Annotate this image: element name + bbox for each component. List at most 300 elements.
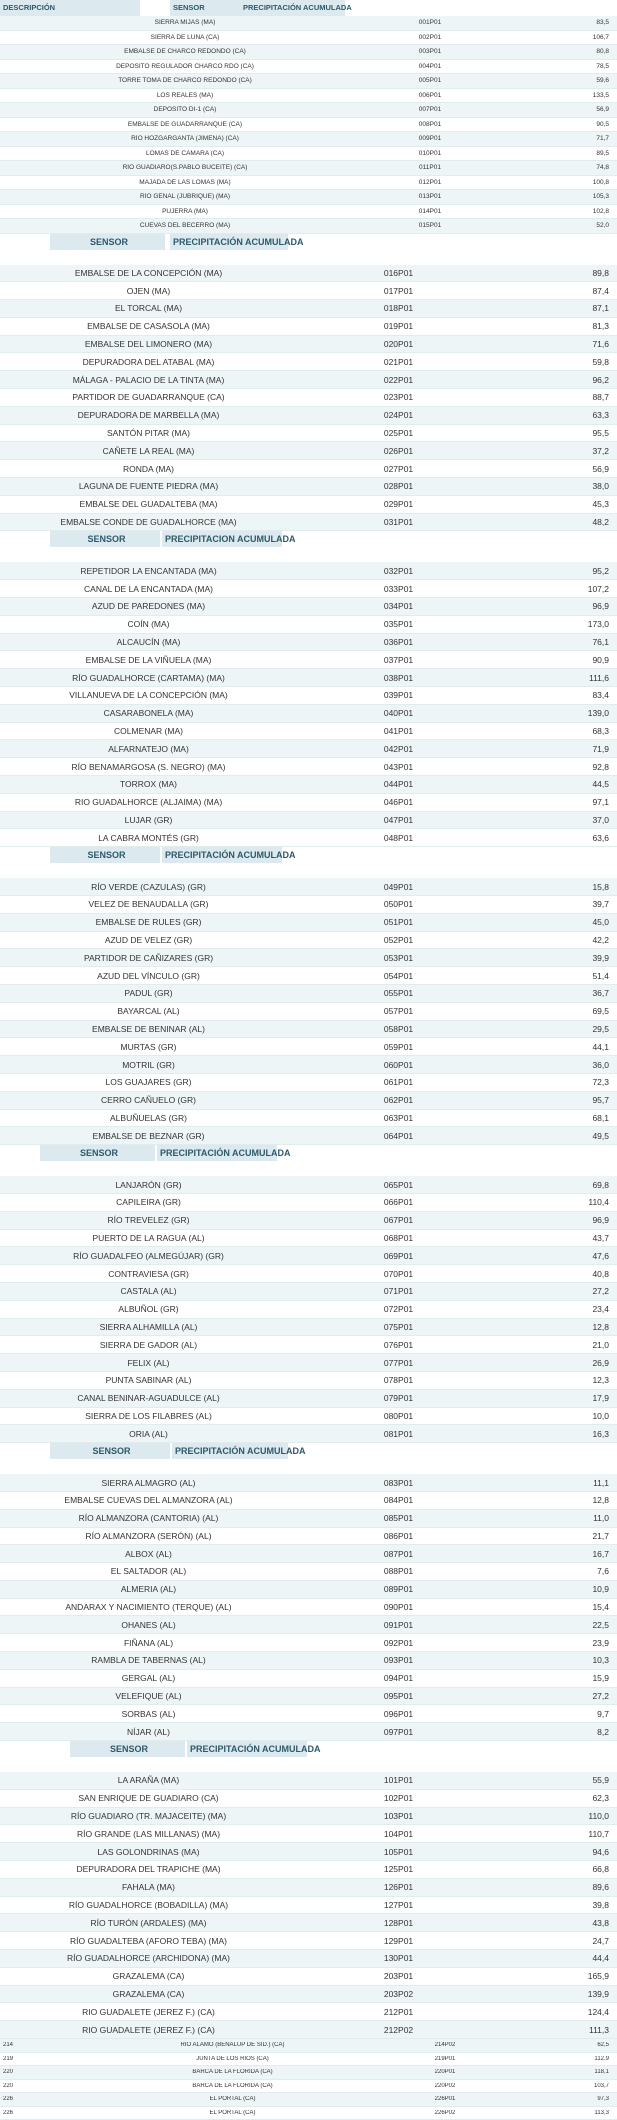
precipitation-value: 107,2	[587, 583, 609, 594]
table-row	[0, 634, 617, 652]
sensor-code: 059P01	[383, 1041, 414, 1052]
sensor-code: 014P01	[418, 207, 442, 215]
precipitation-value: 63,6	[592, 832, 609, 843]
sensor-code: 041P01	[383, 726, 414, 737]
table-row	[0, 1968, 617, 1986]
sensor-code: 053P01	[383, 952, 414, 963]
table-row	[0, 829, 617, 847]
sensor-code: 130P01	[383, 1953, 414, 1964]
table-row	[0, 1319, 617, 1337]
precipitation-value: 16,3	[592, 1428, 609, 1439]
table-row	[0, 1825, 617, 1843]
table-row	[0, 1705, 617, 1723]
station-name: EMBALSE DE LA VIÑUELA (MA)	[85, 654, 212, 665]
station-name: RIO ALAMO (BENALUP DE SID.) (CA)	[180, 2042, 285, 2049]
station-name: EMBALSE DE BENINAR (AL)	[92, 1023, 205, 1034]
station-name: EMBALSE DE BEZNAR (GR)	[92, 1130, 205, 1141]
precipitation-value: 23,9	[592, 1637, 609, 1648]
precipitation-value: 29,5	[592, 1023, 609, 1034]
station-name: NÍJAR (AL)	[127, 1726, 170, 1737]
precipitation-value: 71,6	[592, 339, 609, 350]
precipitation-value: 44,1	[592, 1041, 609, 1052]
precipitation-value: 10,9	[592, 1584, 609, 1595]
station-name: TORRE TOMA DE CHARCO REDONDO (CA)	[118, 77, 252, 85]
column-header: DESCRIPCIÓN	[0, 0, 140, 16]
table-row	[0, 1003, 617, 1021]
table-row	[0, 219, 617, 234]
sensor-code: 046P01	[383, 797, 414, 808]
station-name: EL PORTAL (CA)	[209, 2096, 256, 2103]
table-row	[0, 2039, 617, 2053]
column-header: SENSOR	[50, 531, 160, 547]
sensor-code: 025P01	[383, 428, 414, 439]
station-name: PUERTO DE LA RAGUA (AL)	[92, 1232, 205, 1243]
station-name: SAN ENRIQUE DE GUADIARO (CA)	[78, 1793, 219, 1804]
precipitation-value: 88,7	[592, 392, 609, 403]
sensor-code: 212P01	[383, 2006, 414, 2017]
sensor-code: 024P01	[383, 410, 414, 421]
table-row	[0, 1021, 617, 1039]
sensor-code: 011P01	[419, 164, 441, 172]
station-name: COÍN (MA)	[127, 619, 170, 630]
table-row	[0, 1127, 617, 1145]
section-2	[0, 234, 617, 532]
precipitation-value: 68,3	[592, 726, 609, 737]
sensor-code: 039P01	[383, 690, 414, 701]
table-row	[0, 31, 617, 46]
station-name: BARCA DE LA FLORIDA (CA)	[192, 2069, 273, 2076]
sensor-code: 062P01	[383, 1095, 414, 1106]
sensor-code: 226P01	[434, 2096, 456, 2103]
sensor-code: 078P01	[383, 1375, 414, 1386]
sensor-code: 084P01	[383, 1495, 414, 1506]
table-row	[0, 89, 617, 104]
table-row	[0, 1986, 617, 2004]
precipitation-value: 80,8	[596, 48, 609, 56]
table-row	[0, 1194, 617, 1212]
station-name: EL TORCAL (MA)	[114, 303, 183, 314]
station-name: SIERRA ALMAGRO (AL)	[101, 1477, 196, 1488]
table-row	[0, 1879, 617, 1897]
precipitation-value: 173,0	[587, 619, 609, 630]
sensor-code: 021P01	[383, 356, 414, 367]
table-row	[0, 1492, 617, 1510]
table-row	[0, 740, 617, 758]
precipitation-value: 21,7	[592, 1530, 609, 1541]
station-name: RAMBLA DE TABERNAS (AL)	[91, 1655, 206, 1666]
spacer	[0, 1161, 617, 1176]
table-row	[0, 132, 617, 147]
station-name: EL SALTADOR (AL)	[110, 1566, 187, 1577]
table-row	[0, 118, 617, 133]
sensor-code: 055P01	[383, 988, 414, 999]
station-name: DEPÓSITO DI-1 (CA)	[153, 106, 217, 114]
sensor-code: 008P01	[418, 120, 442, 128]
station-name: EMBALSE CONDE DE GUADALHORCE (MA)	[60, 517, 237, 528]
sensor-code: 006P01	[418, 91, 442, 99]
station-name: RÍO GUADALHORCE (CARTAMA) (MA)	[72, 672, 225, 683]
precipitation-value: 89,8	[592, 267, 609, 278]
table-row	[0, 1688, 617, 1706]
station-name: RIO GUADALETE (JEREZ F.) (CA)	[82, 2024, 215, 2035]
column-header: SENSOR	[50, 847, 160, 863]
precipitation-value: 21,0	[592, 1339, 609, 1350]
sensor-code: 035P01	[383, 619, 414, 630]
table-row	[0, 1247, 617, 1265]
spacer	[0, 1757, 617, 1772]
station-name: ALBUÑOL (GR)	[118, 1304, 179, 1315]
table-row	[0, 580, 617, 598]
precipitation-value: 45,3	[592, 499, 609, 510]
sensor-code: 054P01	[383, 970, 414, 981]
precipitation-value: 100,8	[592, 178, 609, 186]
table-row	[0, 1408, 617, 1426]
precipitation-value: 90,9	[592, 654, 609, 665]
station-name: TORROX (MA)	[120, 779, 177, 790]
station-name: ALFARNATEJO (MA)	[108, 743, 189, 754]
station-name: MURTAS (GR)	[120, 1041, 177, 1052]
station-name: MAJADA DE LAS LOMAS (MA)	[139, 178, 231, 186]
precipitation-value: 103,7	[593, 2082, 609, 2089]
station-name: DEPURADORA DEL TRAPICHE (MA)	[76, 1864, 221, 1875]
table-row	[0, 2107, 617, 2120]
spacer	[0, 547, 617, 562]
sensor-code: 016P01	[383, 267, 414, 278]
station-name: COLMENAR (MA)	[114, 726, 183, 737]
table-header	[0, 847, 617, 863]
table-row	[0, 878, 617, 896]
station-name: EMBALSE DEL LIMONERO (MA)	[84, 339, 213, 350]
sensor-code: 203P02	[383, 1989, 414, 2000]
table-row	[0, 1861, 617, 1879]
sensor-code: 085P01	[383, 1513, 414, 1524]
precipitation-value: 68,1	[592, 1112, 609, 1123]
sensor-code: 219P01	[434, 2055, 456, 2062]
table-row	[0, 1897, 617, 1915]
sensor-code: 060P01	[383, 1059, 414, 1070]
precipitation-value: 15,8	[592, 881, 609, 892]
table-row	[0, 147, 617, 162]
column-header: PRECIPITACIÓN ACUMULADA	[240, 0, 345, 16]
station-name: RIO GUADALHORCE (ALJAIMA) (MA)	[74, 797, 223, 808]
precipitation-value: 15,4	[592, 1602, 609, 1613]
table-row	[0, 723, 617, 741]
station-name: LA ARAÑA (MA)	[117, 1775, 180, 1786]
sensor-code: 072P01	[383, 1304, 414, 1315]
sensor-code: 020P01	[383, 339, 414, 350]
section-5	[0, 1145, 617, 1443]
precipitation-value: 95,7	[592, 1095, 609, 1106]
sensor-code: 128P01	[383, 1917, 414, 1928]
table-row	[0, 1670, 617, 1688]
sensor-code: 069P01	[383, 1250, 414, 1261]
table-row	[0, 161, 617, 176]
station-name: PUJERRA (MA)	[162, 207, 208, 215]
station-name: AZUD DE VELEZ (GR)	[104, 934, 193, 945]
precipitation-value: 110,4	[588, 1197, 609, 1208]
station-name: RÍO GRANDE (LAS MILLANAS) (MA)	[76, 1828, 221, 1839]
station-name: CANAL DE LA ENCANTADA (MA)	[84, 583, 213, 594]
table-row	[0, 967, 617, 985]
station-name: RIO GUADALETE (JEREZ F.) (CA)	[82, 2006, 215, 2017]
station-name: GRAZALEMA (CA)	[112, 1971, 185, 1982]
precipitation-value: 27,2	[592, 1286, 609, 1297]
sensor-code: 051P01	[383, 917, 414, 928]
sensor-code: 088P01	[383, 1566, 414, 1577]
table-row	[0, 2053, 617, 2067]
sensor-code: 044P01	[383, 779, 414, 790]
station-name: RÍO ALMANZORA (SERÓN) (AL)	[85, 1530, 212, 1541]
station-name: ALMERIA (AL)	[120, 1584, 177, 1595]
table-row	[0, 74, 617, 89]
precipitation-value: 27,2	[592, 1691, 609, 1702]
sensor-code: 080P01	[383, 1410, 414, 1421]
sensor-code: 076P01	[383, 1339, 414, 1350]
precipitation-value: 43,7	[592, 1232, 609, 1243]
sensor-code: 013P01	[418, 193, 442, 201]
precipitation-value: 39,7	[592, 899, 609, 910]
precipitation-value: 45,0	[592, 917, 609, 928]
precipitation-value: 97,3	[597, 2096, 609, 2103]
station-name: PADUL (GR)	[124, 988, 173, 999]
station-name: RONDA (MA)	[123, 463, 174, 474]
sensor-code: 214P02	[434, 2042, 456, 2049]
precipitation-value: 66,8	[592, 1864, 609, 1875]
column-header: SENSOR	[40, 1145, 155, 1161]
station-name: PARTIDOR DE GUADARRANQUE (CA)	[72, 392, 225, 403]
precipitation-value: 71,7	[596, 135, 609, 143]
table-row	[0, 932, 617, 950]
station-name: AZUD DEL VÍNCULO (GR)	[97, 970, 200, 981]
precipitation-value: 83,5	[596, 19, 609, 27]
section-1	[0, 0, 617, 234]
precipitation-value: 39,9	[592, 952, 609, 963]
sensor-code: 009P01	[418, 135, 442, 143]
precipitation-value: 47,6	[592, 1250, 609, 1261]
precipitation-value: 112,9	[594, 2055, 609, 2062]
station-number: 220	[3, 2069, 14, 2076]
table-row	[0, 1581, 617, 1599]
table-row	[0, 1372, 617, 1390]
station-name: RÍO GUADIARO (TR. MAJACEITE) (MA)	[70, 1811, 227, 1822]
station-name: OJEN (MA)	[126, 285, 171, 296]
sensor-code: 065P01	[383, 1179, 414, 1190]
table-row	[0, 1634, 617, 1652]
station-name: RÍO BENAMARGOSA (S. NEGRO) (MA)	[71, 761, 226, 772]
precipitation-value: 111,6	[588, 672, 609, 683]
station-name: LAGUNA DE FUENTE PIEDRA (MA)	[78, 481, 219, 492]
table-row	[0, 389, 617, 407]
sensor-code: 036P01	[383, 637, 414, 648]
sensor-code: 001P01	[418, 19, 442, 27]
precipitation-value: 165,9	[587, 1971, 609, 1982]
column-header: PRECIPITACIÓN ACUMULADA	[187, 1741, 307, 1757]
precipitation-value: 12,3	[592, 1375, 609, 1386]
table-row	[0, 460, 617, 478]
station-name: RÍO GUADALFEO (ALMEGÚJAR) (GR)	[73, 1250, 224, 1261]
table-header	[0, 0, 617, 16]
sensor-code: 027P01	[383, 463, 414, 474]
table-row	[0, 205, 617, 220]
sensor-code: 081P01	[383, 1428, 414, 1439]
station-name: EMBALSE DEL GUADALTEBA (MA)	[79, 499, 218, 510]
precipitation-value: 59,8	[592, 356, 609, 367]
precipitation-value: 59,6	[596, 77, 609, 85]
precipitation-value: 92,8	[592, 761, 609, 772]
table-row	[0, 794, 617, 812]
station-name: RÍO TREVELEZ (GR)	[107, 1215, 190, 1226]
table-row	[0, 1808, 617, 1826]
station-name: RÍO GUADALTEBA (AFORO TEBA) (MA)	[70, 1935, 227, 1946]
station-name: EMBALSE DE CHARCO REDONDO (CA)	[124, 48, 246, 56]
precipitation-value: 38,0	[592, 481, 609, 492]
precipitation-value: 69,8	[592, 1179, 609, 1190]
sensor-code: 023P01	[383, 392, 414, 403]
table-row	[0, 16, 617, 31]
precipitation-value: 102,8	[592, 207, 609, 215]
station-number: 226	[3, 2109, 14, 2116]
precipitation-value: 39,8	[592, 1900, 609, 1911]
precipitation-value: 11,0	[593, 1513, 609, 1524]
table-row	[0, 1074, 617, 1092]
precipitation-value: 96,2	[592, 374, 609, 385]
precipitation-value: 96,9	[592, 601, 609, 612]
precipitation-value: 95,2	[592, 565, 609, 576]
sensor-code: 105P01	[383, 1846, 414, 1857]
sensor-code: 063P01	[383, 1112, 414, 1123]
precipitation-value: 133,5	[592, 91, 609, 99]
table-row	[0, 45, 617, 60]
sensor-code: 002P01	[418, 33, 442, 41]
table-row	[0, 1265, 617, 1283]
precipitation-value: 11,1	[593, 1477, 609, 1488]
sensor-code: 090P01	[383, 1602, 414, 1613]
sensor-code: 071P01	[383, 1286, 414, 1297]
sensor-code: 017P01	[383, 285, 414, 296]
station-name: FIÑANA (AL)	[123, 1637, 174, 1648]
station-name: SIERRA MIJAS (MA)	[154, 19, 216, 27]
sensor-code: 052P01	[383, 934, 414, 945]
table-row	[0, 318, 617, 336]
precipitation-value: 72,3	[592, 1077, 609, 1088]
sensor-code: 040P01	[383, 708, 414, 719]
precipitation-value: 40,8	[592, 1268, 609, 1279]
sensor-code: 070P01	[383, 1268, 414, 1279]
table-row	[0, 2003, 617, 2021]
station-name: SORBAS (AL)	[121, 1708, 176, 1719]
precipitation-value: 56,9	[596, 106, 609, 114]
station-name: VELEFIQUE (AL)	[115, 1691, 182, 1702]
section-7	[0, 1741, 617, 2039]
station-name: RÍO GENAL (JUBRIQUE) (MA)	[139, 193, 231, 201]
table-row	[0, 190, 617, 205]
precipitation-value: 83,4	[592, 690, 609, 701]
sensor-code: 034P01	[383, 601, 414, 612]
precipitation-value: 76,1	[592, 637, 609, 648]
sensor-code: 103P01	[383, 1811, 414, 1822]
precipitation-value: 106,7	[592, 33, 609, 41]
precipitation-value: 22,5	[592, 1619, 609, 1630]
station-name: DEPURADORA DE MARBELLA (MA)	[77, 410, 220, 421]
station-name: PUNTA SABINAR (AL)	[105, 1375, 192, 1386]
precipitation-value: 23,4	[592, 1304, 609, 1315]
table-row	[0, 896, 617, 914]
table-header	[0, 234, 617, 250]
table-header	[0, 1443, 617, 1459]
precipitation-value: 15,9	[592, 1673, 609, 1684]
table-row	[0, 265, 617, 283]
station-name: LOMAS DE CAMARA (CA)	[145, 149, 224, 157]
precipitation-value: 55,9	[592, 1775, 609, 1786]
sensor-code: 047P01	[383, 815, 414, 825]
station-name: ALBOX (AL)	[125, 1548, 172, 1559]
table-row	[0, 1283, 617, 1301]
station-name: RÍO GUADALHORCE (BOBADILLA) (MA)	[68, 1900, 229, 1911]
precipitation-value: 24,7	[592, 1935, 609, 1946]
sensor-code: 220P02	[434, 2082, 456, 2089]
station-name: FAHALA (MA)	[122, 1882, 175, 1893]
station-name: REPETIDOR LA ENCANTADA (MA)	[80, 565, 217, 576]
precipitation-value: 139,9	[587, 1989, 609, 2000]
sensor-code: 031P01	[383, 517, 414, 528]
spacer	[0, 863, 617, 878]
table-row	[0, 300, 617, 318]
station-name: SIERRA DE LOS FILABRES (AL)	[85, 1410, 212, 1421]
table-row	[0, 669, 617, 687]
table-row	[0, 371, 617, 389]
sensor-code: 066P01	[383, 1197, 414, 1208]
station-name: PARTIDOR DE CAÑIZARES (GR)	[83, 952, 214, 963]
column-header: SENSOR	[70, 1741, 185, 1757]
table-row	[0, 496, 617, 514]
precipitation-value: 62,3	[592, 1793, 609, 1804]
precipitation-value: 7,6	[597, 1566, 609, 1577]
station-name: DEPÓSITO REGULADOR CHARCO RDO (CA)	[116, 62, 254, 70]
table-row	[0, 562, 617, 580]
table-row	[0, 1723, 617, 1741]
sensor-code: 096P01	[383, 1708, 414, 1719]
station-name: CAPILEIRA (GR)	[116, 1197, 181, 1208]
station-name: LA CABRA MONTÉS (GR)	[98, 832, 199, 843]
sensor-code: 129P01	[383, 1935, 414, 1946]
station-name: LOS GUAJARES (GR)	[105, 1077, 192, 1088]
precipitation-value: 44,5	[592, 779, 609, 790]
precipitation-value: 81,3	[592, 321, 609, 332]
table-row	[0, 60, 617, 75]
sensor-code: 005P01	[418, 77, 442, 85]
station-name: LANJARÓN (GR)	[115, 1179, 182, 1190]
section-3	[0, 531, 617, 847]
table-row	[0, 1616, 617, 1634]
table-row	[0, 425, 617, 443]
table-row	[0, 514, 617, 532]
sensor-code: 022P01	[383, 374, 414, 385]
station-name: RÍO GUADIARO(S.PABLO BUCEITE) (CA)	[122, 164, 248, 172]
table-row	[0, 1914, 617, 1932]
table-row	[0, 1790, 617, 1808]
station-name: CASTALA (AL)	[120, 1286, 177, 1297]
precipitation-value: 69,5	[592, 1006, 609, 1017]
precipitation-value: 49,5	[592, 1130, 609, 1141]
station-name: FELIX (AL)	[127, 1357, 170, 1368]
table-row	[0, 949, 617, 967]
sensor-code: 057P01	[383, 1006, 414, 1017]
sensor-code: 104P01	[383, 1828, 414, 1839]
station-name: CUEVAS DEL BECERRO (MA)	[139, 222, 231, 230]
column-header: SENSOR	[170, 0, 240, 16]
table-row	[0, 282, 617, 300]
table-row	[0, 176, 617, 191]
